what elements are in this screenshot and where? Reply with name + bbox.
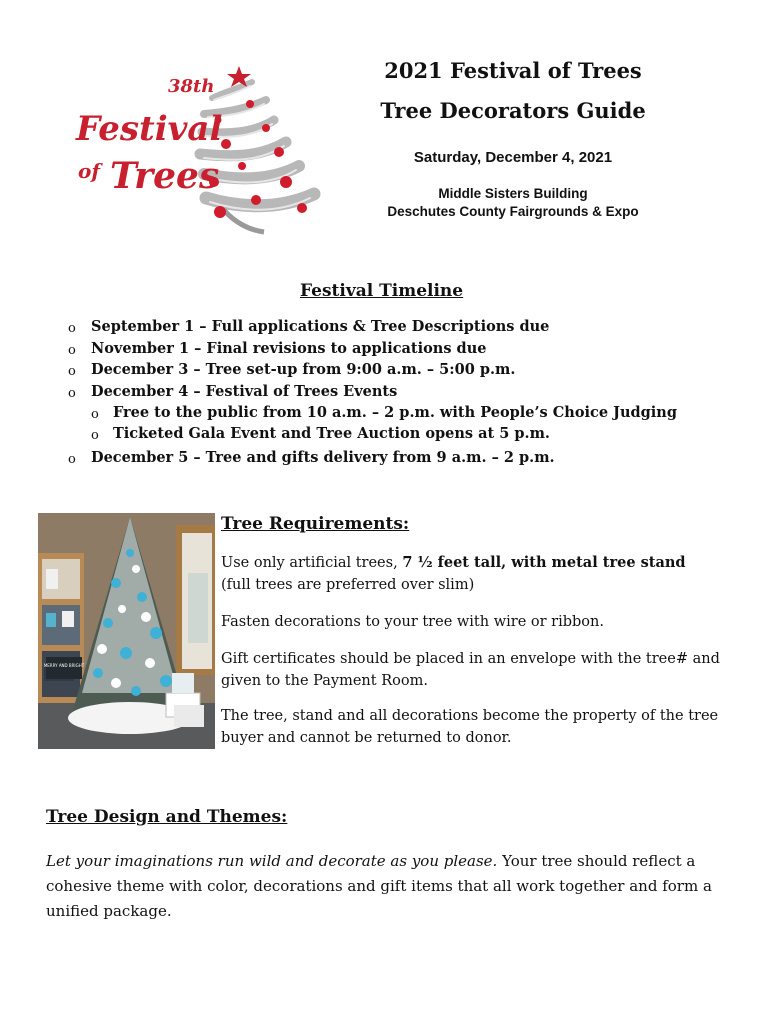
sub-bullet-marker: o <box>91 407 99 422</box>
sign-text: MERRY AND BRIGHT <box>43 663 85 668</box>
design-italic-text: Let your imaginations run wild and decorate as you please. <box>46 852 498 870</box>
logo-word-trees: Trees <box>110 155 220 197</box>
event-date: Saturday, December 4, 2021 <box>413 149 613 166</box>
event-location-building: Middle Sisters Building <box>438 186 588 201</box>
requirement-note: (full trees are preferred over slim) <box>221 577 475 593</box>
festival-logo-graphic <box>74 62 324 242</box>
logo-word-of: of <box>78 159 100 183</box>
timeline-subitem: Ticketed Gala Event and Tree Auction opens at 5 p.m. <box>113 425 550 442</box>
timeline-item: December 3 – Tree set-up from 9:00 a.m. – 5:00 p.m. <box>91 361 516 378</box>
bullet-marker: o <box>68 386 76 401</box>
bullet-marker: o <box>68 343 76 358</box>
design-body-text: Your tree should reflect a cohesive theme with color, decorations and gift items that all work together and form a unified package. <box>46 852 712 920</box>
timeline-item: December 5 – Tree and gifts delivery from 9 a.m. – 2 p.m. <box>91 449 555 466</box>
timeline-subitem: Free to the public from 10 a.m. – 2 p.m. with People’s Choice Judging <box>113 404 677 421</box>
requirement-paragraph: The tree, stand and all decorations become the property of the tree buyer and cannot be returned to donor. <box>221 708 719 746</box>
bullet-marker: o <box>68 321 76 336</box>
event-location-venue: Deschutes County Fairgrounds & Expo <box>387 204 639 219</box>
requirement-emphasis: 7 ½ feet tall, with metal tree stand <box>402 554 686 571</box>
sub-bullet-marker: o <box>91 428 99 443</box>
requirement-paragraph: Gift certificates should be placed in an envelope with the tree# and given to the Payment Room. <box>221 651 720 689</box>
requirements-heading: Tree Requirements: <box>221 514 410 534</box>
logo-word-festival: Festival <box>76 109 223 149</box>
logo-number: 38th <box>168 76 215 97</box>
bullet-marker: o <box>68 364 76 379</box>
requirement-paragraph <box>221 552 741 596</box>
bullet-marker: o <box>68 452 76 467</box>
timeline-item: November 1 – Final revisions to applications due <box>91 340 487 357</box>
timeline-item: September 1 – Full applications & Tree Descriptions due <box>91 318 550 335</box>
timeline-heading: Festival Timeline <box>300 281 464 301</box>
timeline-item: December 4 – Festival of Trees Events <box>91 383 398 400</box>
document-subtitle: Tree Decorators Guide <box>380 98 646 123</box>
decorated-tree-photo <box>38 513 215 749</box>
document-title: 2021 Festival of Trees <box>384 58 642 83</box>
festival-logo <box>74 62 324 242</box>
design-paragraph <box>46 849 736 924</box>
design-heading: Tree Design and Themes: <box>46 807 288 827</box>
requirement-paragraph: Fasten decorations to your tree with wire or ribbon. <box>221 614 604 630</box>
requirement-text: Use only artificial trees, <box>221 555 403 571</box>
